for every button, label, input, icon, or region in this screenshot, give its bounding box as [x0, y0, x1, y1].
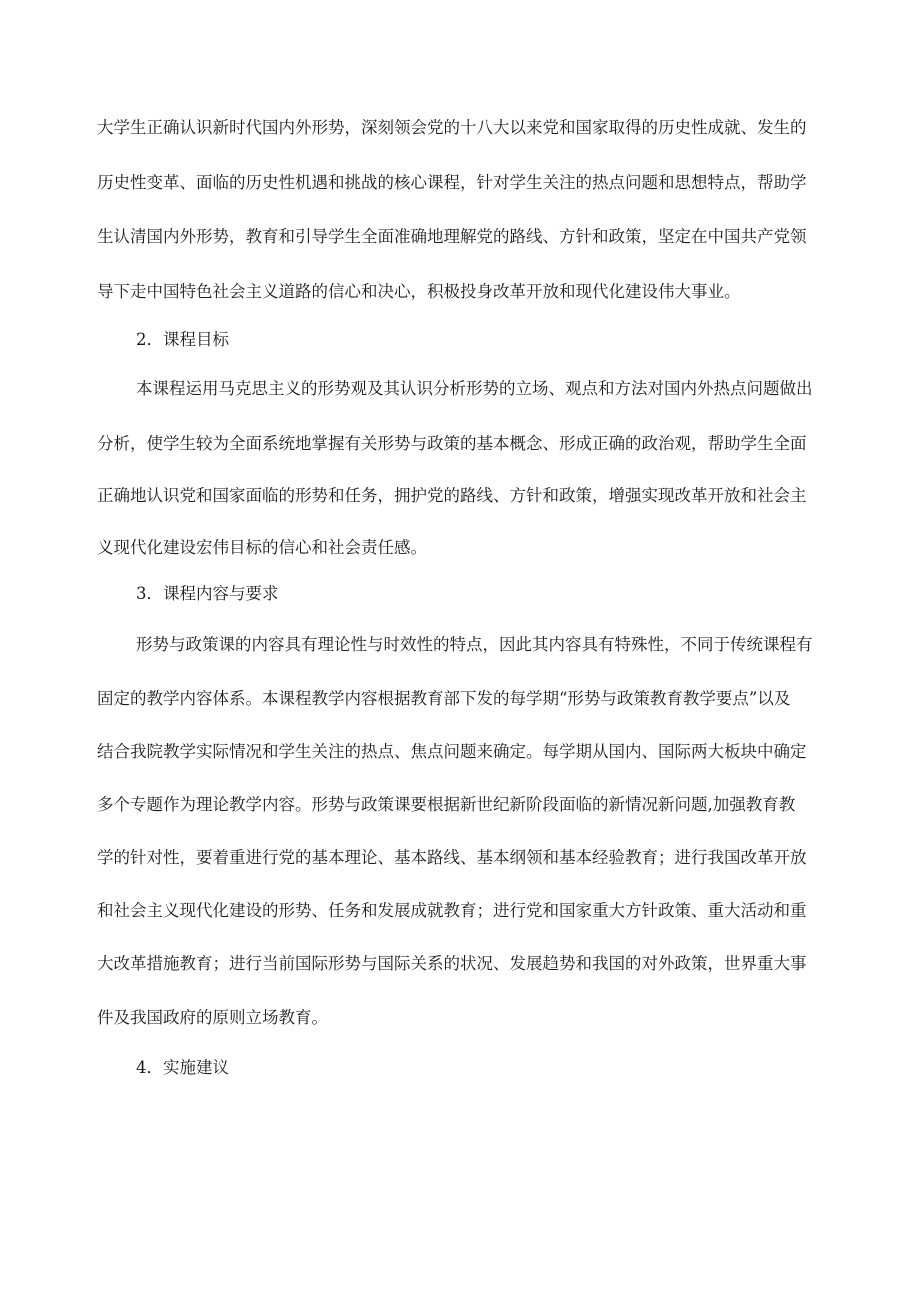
- paragraph-3-line-7: 大改革措施教育；进行当前国际形势与国际关系的状况、发展趋势和我国的对外政策，世界重大事: [97, 954, 807, 973]
- paragraph-3-line-5: 学的针对性，要着重进行党的基本理论、基本路线、基本纲领和基本经验教育；进行我国改革开放: [97, 848, 807, 867]
- paragraph-3-line-6: 和社会主义现代化建设的形势、任务和发展成就教育；进行党和国家重大方针政策、重大活动和重: [97, 901, 807, 920]
- paragraph-1-line-1: 大学生正确认识新时代国内外形势，深刻领会党的十八大以来党和国家取得的历史性成就、发生的: [97, 118, 807, 137]
- paragraph-1-line-4: 导下走中国特色社会主义道路的信心和决心，积极投身改革开放和现代化建设伟大事业。: [97, 282, 741, 301]
- section-heading-course-objectives: 2．课程目标: [136, 330, 229, 349]
- paragraph-2-line-1: 本课程运用马克思主义的形势观及其认识分析形势的立场、观点和方法对国内外热点问题做出: [136, 379, 813, 398]
- paragraph-3-line-2: 固定的教学内容体系。本课程教学内容根据教育部下发的每学期“形势与政策教育教学要点”以及: [97, 689, 791, 708]
- paragraph-1-line-3: 生认清国内外形势，教育和引导学生全面准确地理解党的路线、方针和政策，坚定在中国共产党领: [97, 227, 807, 246]
- section-heading-implementation: 4．实施建议: [136, 1058, 229, 1077]
- paragraph-2-line-3: 正确地认识党和国家面临的形势和任务，拥护党的路线、方针和政策，增强实现改革开放和社会主: [97, 486, 807, 505]
- paragraph-3-line-3: 结合我院教学实际情况和学生关注的热点、焦点问题来确定。每学期从国内、国际两大板块中确定: [97, 742, 807, 761]
- paragraph-2-line-4: 义现代化建设宏伟目标的信心和社会责任感。: [97, 538, 427, 557]
- paragraph-3-line-1: 形势与政策课的内容具有理论性与时效性的特点，因此其内容具有特殊性，不同于传统课程有: [136, 635, 813, 654]
- paragraph-3-line-4: 多个专题作为理论教学内容。形势与政策课要根据新世纪新阶段面临的新情况新问题,加强教育教: [97, 795, 796, 814]
- paragraph-2-line-2: 分析，使学生较为全面系统地掌握有关形势与政策的基本概念、形成正确的政治观，帮助学生全面: [97, 434, 807, 453]
- paragraph-1-line-2: 历史性变革、面临的历史性机遇和挑战的核心课程，针对学生关注的热点问题和思想特点，帮助学: [97, 173, 807, 192]
- paragraph-3-line-8: 件及我国政府的原则立场教育。: [97, 1008, 328, 1027]
- section-heading-course-content: 3．课程内容与要求: [136, 584, 279, 603]
